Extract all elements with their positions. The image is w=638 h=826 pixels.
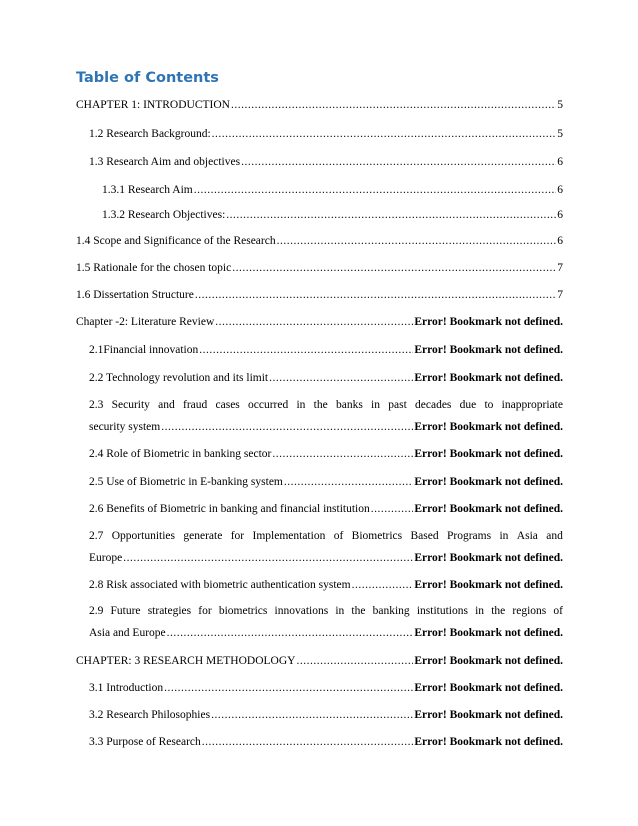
dot-leader bbox=[231, 97, 556, 113]
toc-entry[interactable] bbox=[89, 154, 563, 170]
dot-leader bbox=[211, 707, 413, 723]
toc-entry-word: fraud bbox=[183, 399, 208, 411]
toc-entry-page: Error! Bookmark not defined. bbox=[414, 627, 563, 639]
toc-entry[interactable] bbox=[89, 680, 563, 696]
toc-entry-word: innovations bbox=[274, 605, 329, 617]
toc-entry-word: banks bbox=[335, 399, 363, 411]
toc-entry-page: Error! Bookmark not defined. bbox=[414, 655, 563, 667]
toc-entry-page: 6 bbox=[557, 156, 563, 168]
toc-entry-word: biometrics bbox=[218, 605, 268, 617]
toc-entry-page: Error! Bookmark not defined. bbox=[414, 682, 563, 694]
toc-entry-word: and bbox=[546, 530, 563, 542]
toc-entry-text: Asia and Europe bbox=[89, 627, 166, 639]
toc-title: Table of Contents bbox=[76, 70, 219, 86]
toc-entry-text: 3.2 Research Philosophies bbox=[89, 709, 211, 721]
toc-entry-word: the bbox=[313, 399, 328, 411]
toc-entry-page: 7 bbox=[557, 289, 563, 301]
dot-leader bbox=[202, 734, 414, 750]
toc-entry-word: in bbox=[335, 605, 345, 617]
toc-entry-word: for bbox=[230, 530, 245, 542]
toc-entry-line1[interactable] bbox=[89, 603, 563, 619]
dot-leader bbox=[212, 126, 557, 142]
toc-entry-text: 2.6 Benefits of Biometric in banking and financial institution bbox=[89, 503, 370, 515]
toc-entry-word: inappropriate bbox=[501, 399, 563, 411]
dot-leader bbox=[241, 154, 556, 170]
toc-entry[interactable] bbox=[102, 207, 563, 223]
toc-entry-word: institutions bbox=[416, 605, 468, 617]
dot-leader bbox=[199, 342, 413, 358]
toc-entry-page: Error! Bookmark not defined. bbox=[414, 503, 563, 515]
toc-entry-word: generate bbox=[183, 530, 223, 542]
toc-entry-page: Error! Bookmark not defined. bbox=[414, 448, 563, 460]
dot-leader bbox=[371, 501, 414, 517]
toc-entry-text: 2.2 Technology revolution and its limit bbox=[89, 372, 269, 384]
toc-entry-page: Error! Bookmark not defined. bbox=[414, 476, 563, 488]
toc-entry-word: occurred bbox=[248, 399, 289, 411]
dot-leader bbox=[296, 653, 413, 669]
toc-entry-page: Error! Bookmark not defined. bbox=[414, 709, 563, 721]
toc-entry-word: strategies bbox=[147, 605, 192, 617]
toc-entry-word: the bbox=[491, 605, 506, 617]
toc-entry-word: in bbox=[499, 530, 509, 542]
toc-entry-page: Error! Bookmark not defined. bbox=[414, 316, 563, 328]
toc-entry-page: Error! Bookmark not defined. bbox=[414, 344, 563, 356]
toc-entry-word: due bbox=[459, 399, 477, 411]
toc-entry-word: decades bbox=[415, 399, 452, 411]
toc-entry-word: 2.3 bbox=[89, 399, 104, 411]
toc-entry-word: and bbox=[158, 399, 175, 411]
toc-entry-text: 3.3 Purpose of Research bbox=[89, 736, 201, 748]
dot-leader bbox=[123, 550, 413, 566]
toc-entry-word: the bbox=[351, 605, 366, 617]
dot-leader bbox=[161, 419, 413, 435]
toc-entry[interactable] bbox=[76, 314, 563, 330]
toc-entry-page: 6 bbox=[557, 184, 563, 196]
toc-entry-page: Error! Bookmark not defined. bbox=[414, 552, 563, 564]
dot-leader bbox=[167, 625, 414, 641]
toc-entry-line1[interactable] bbox=[89, 528, 563, 544]
toc-entry-text: 1.6 Dissertation Structure bbox=[76, 289, 194, 301]
toc-entry[interactable] bbox=[76, 287, 563, 303]
dot-leader bbox=[232, 260, 556, 276]
toc-entry-text: 2.8 Risk associated with biometric authentication system bbox=[89, 579, 351, 591]
toc-entry-text: 1.4 Scope and Significance of the Research bbox=[76, 235, 276, 247]
toc-entry-word: in bbox=[371, 399, 380, 411]
toc-entry-text: 1.3.2 Research Objectives: bbox=[102, 209, 226, 221]
toc-entry-word: for bbox=[198, 605, 212, 617]
toc-entry-text: 2.4 Role of Biometric in banking sector bbox=[89, 448, 272, 460]
toc-entry[interactable] bbox=[76, 233, 563, 249]
toc-entry-word: in bbox=[296, 399, 306, 411]
dot-leader bbox=[284, 474, 413, 490]
toc-entry[interactable] bbox=[89, 625, 563, 641]
toc-entry-text: 3.1 Introduction bbox=[89, 682, 164, 694]
toc-entry-page: Error! Bookmark not defined. bbox=[414, 421, 563, 433]
toc-entry[interactable] bbox=[89, 419, 563, 435]
toc-entry-word: Asia bbox=[516, 530, 538, 542]
toc-entry-page: Error! Bookmark not defined. bbox=[414, 579, 563, 591]
dot-leader bbox=[272, 446, 413, 462]
dot-leader bbox=[269, 370, 413, 386]
toc-entry-text: CHAPTER: 3 RESEARCH METHODOLOGY bbox=[76, 655, 296, 667]
toc-entry-text: 1.3 Research Aim and objectives bbox=[89, 156, 241, 168]
toc-entry-word: regions bbox=[512, 605, 547, 617]
toc-entry-word: Opportunities bbox=[111, 530, 175, 542]
toc-entry[interactable] bbox=[89, 550, 563, 566]
toc-entry-word: of bbox=[333, 530, 344, 542]
toc-entry-word: to bbox=[484, 399, 494, 411]
dot-leader bbox=[226, 207, 556, 223]
toc-entry-text: Chapter -2: Literature Review bbox=[76, 316, 215, 328]
toc-entry-word: past bbox=[388, 399, 407, 411]
dot-leader bbox=[215, 314, 413, 330]
toc-entry-text: security system bbox=[89, 421, 161, 433]
toc-entry-word: Security bbox=[111, 399, 150, 411]
toc-entry[interactable] bbox=[102, 182, 563, 198]
toc-entry-word: 2.7 bbox=[89, 530, 104, 542]
toc-entry[interactable] bbox=[89, 126, 563, 142]
toc-entry[interactable] bbox=[76, 97, 563, 113]
toc-entry-line1[interactable] bbox=[89, 397, 563, 413]
toc-entry[interactable] bbox=[89, 474, 563, 490]
toc-entry[interactable] bbox=[89, 707, 563, 723]
dot-leader bbox=[277, 233, 557, 249]
toc-entry-word: Future bbox=[110, 605, 141, 617]
dot-leader bbox=[352, 577, 414, 593]
toc-entry[interactable] bbox=[89, 342, 563, 358]
toc-entry-word: Biometrics bbox=[351, 530, 403, 542]
toc-entry[interactable] bbox=[89, 734, 563, 750]
toc-entry-word: Implementation bbox=[252, 530, 326, 542]
toc-entry[interactable] bbox=[89, 370, 563, 386]
toc-entry[interactable] bbox=[89, 501, 563, 517]
toc-entry-word: in bbox=[475, 605, 485, 617]
toc-entry-word: 2.9 bbox=[89, 605, 104, 617]
toc-entry-word: cases bbox=[215, 399, 240, 411]
toc-entry-page: 5 bbox=[557, 99, 563, 111]
toc-entry-text: 2.5 Use of Biometric in E-banking system bbox=[89, 476, 283, 488]
toc-entry-page: 7 bbox=[557, 262, 563, 274]
toc-entry[interactable] bbox=[76, 653, 563, 669]
toc-entry-text: CHAPTER 1: INTRODUCTION bbox=[76, 99, 230, 111]
toc-entry-word: Based bbox=[410, 530, 439, 542]
toc-entry-text: 1.2 Research Background: bbox=[89, 128, 211, 140]
toc-entry-page: Error! Bookmark not defined. bbox=[414, 372, 563, 384]
toc-entry-page: Error! Bookmark not defined. bbox=[414, 736, 563, 748]
dot-leader bbox=[194, 182, 557, 198]
toc-entry-word: Programs bbox=[447, 530, 492, 542]
toc-entry-page: 6 bbox=[557, 235, 563, 247]
toc-entry-page: 6 bbox=[557, 209, 563, 221]
toc-entry-text: 1.5 Rationale for the chosen topic bbox=[76, 262, 232, 274]
toc-entry-word: of bbox=[553, 605, 563, 617]
dot-leader bbox=[195, 287, 556, 303]
toc-entry-text: 1.3.1 Research Aim bbox=[102, 184, 193, 196]
toc-entry[interactable] bbox=[76, 260, 563, 276]
toc-entry-word: banking bbox=[372, 605, 410, 617]
toc-entry[interactable] bbox=[89, 577, 563, 593]
toc-entry[interactable] bbox=[89, 446, 563, 462]
dot-leader bbox=[164, 680, 413, 696]
toc-entry-page: 5 bbox=[557, 128, 563, 140]
toc-entry-text: 2.1Financial innovation bbox=[89, 344, 199, 356]
toc-entry-text: Europe bbox=[89, 552, 123, 564]
